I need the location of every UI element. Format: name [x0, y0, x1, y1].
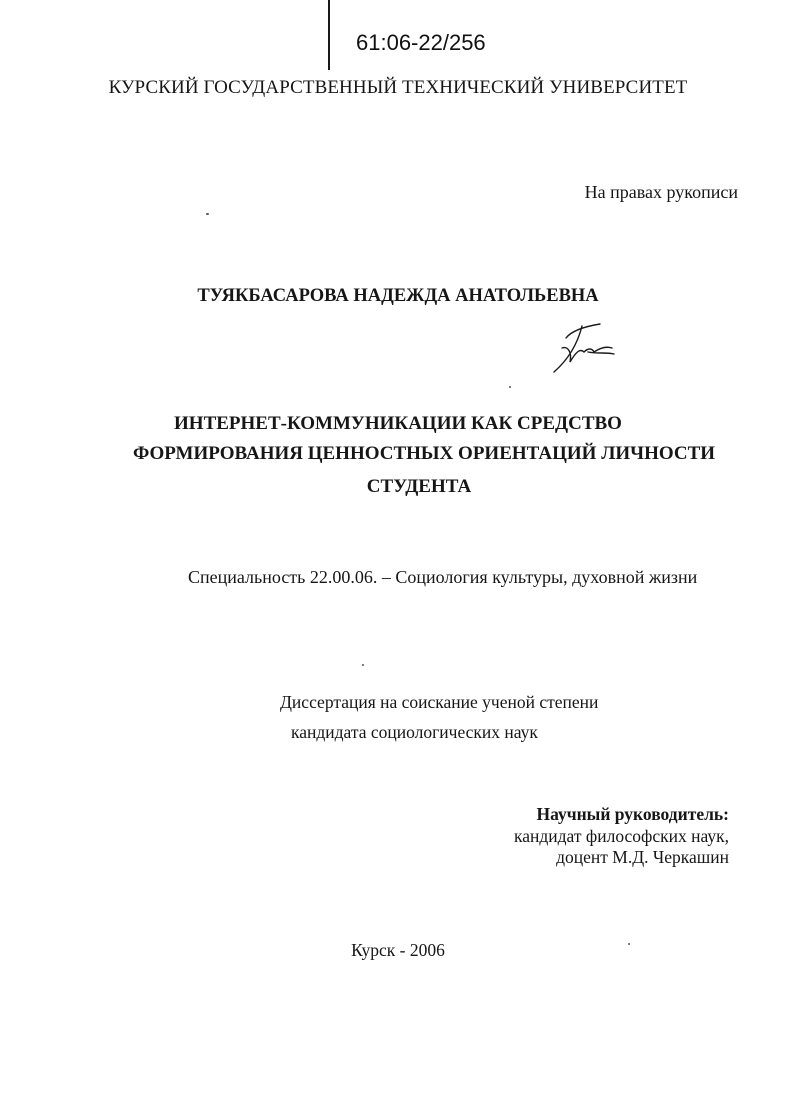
- degree-line-1: Диссертация на соискание ученой степени: [280, 692, 599, 712]
- dissertation-title-line-2: ФОРМИРОВАНИЯ ЦЕННОСТНЫХ ОРИЕНТАЦИЙ ЛИЧНОСТИ: [132, 443, 716, 464]
- author-name: ТУЯКБАСАРОВА НАДЕЖДА АНАТОЛЬЕВНА: [197, 286, 599, 306]
- degree-line-2: кандидата социологических наук: [291, 722, 538, 742]
- supervisor-name: доцент М.Д. Черкашин: [556, 847, 729, 867]
- specialty-line: Специальность 22.00.06. – Социология культуры, духовной жизни: [188, 567, 698, 587]
- city-year: Курск - 2006: [351, 940, 445, 960]
- scan-speck: [509, 386, 511, 388]
- scan-speck: [206, 213, 209, 215]
- supervisor-heading: Научный руководитель:: [536, 804, 729, 824]
- dissertation-title-line-1: ИНТЕРНЕТ-КОММУНИКАЦИИ КАК СРЕДСТВО: [174, 413, 622, 434]
- scan-speck: [628, 943, 630, 945]
- scan-speck: [362, 664, 364, 666]
- dissertation-title-line-3: СТУДЕНТА: [366, 476, 472, 497]
- university-name: КУРСКИЙ ГОСУДАРСТВЕННЫЙ ТЕХНИЧЕСКИЙ УНИВЕРСИТЕТ: [108, 77, 688, 98]
- stamp-divider: [328, 0, 330, 70]
- manuscript-rights-note: На правах рукописи: [584, 182, 738, 202]
- signature-image: [548, 318, 620, 378]
- supervisor-degree: кандидат философских наук,: [514, 826, 729, 846]
- library-stamp-number: 61:06-22/256: [356, 30, 486, 55]
